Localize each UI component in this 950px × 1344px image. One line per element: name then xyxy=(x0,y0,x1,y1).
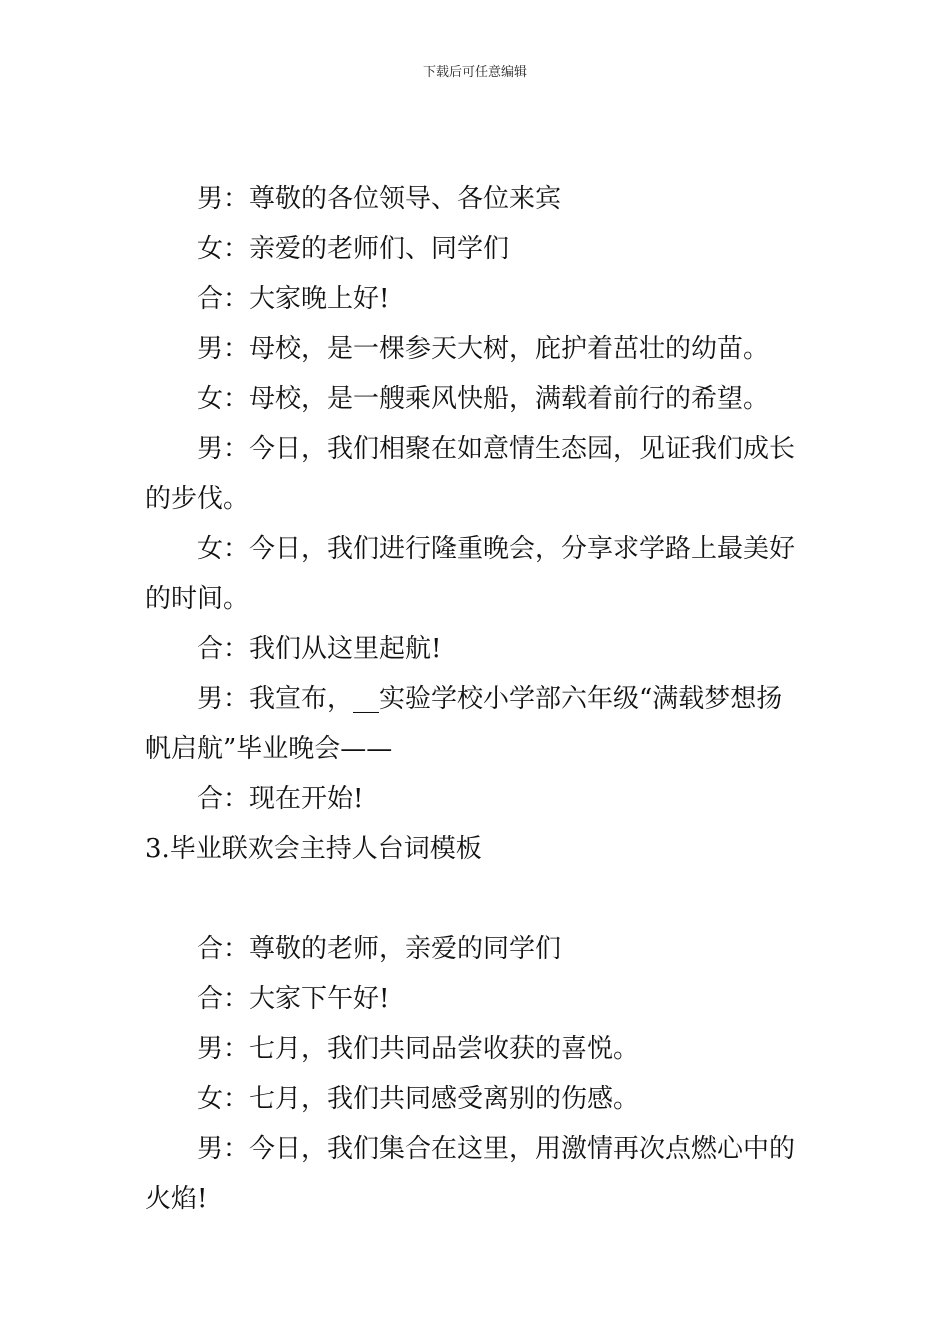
paragraph-line: 合：大家晚上好! xyxy=(197,284,390,314)
document-body xyxy=(145,174,810,1224)
blank-line xyxy=(145,874,810,924)
paragraph-line: 合：我们从这里起航! xyxy=(197,634,442,664)
paragraph-continuation: 的步伐。 xyxy=(145,484,250,514)
paragraph-continuation: 帆启航”毕业晚会—— xyxy=(145,734,393,764)
section-heading: 3.毕业联欢会主持人台词模板 xyxy=(145,834,482,864)
paragraph-continuation: 的时间。 xyxy=(145,584,250,614)
paragraph-line: 男：尊敬的各位领导、各位来宾 xyxy=(197,184,562,214)
paragraph-line: 男：今日，我们集合在这里，用激情再次点燃心中的 xyxy=(197,1134,796,1164)
paragraph-line: 女：母校，是一艘乘风快船，满载着前行的希望。 xyxy=(197,384,770,414)
paragraph-line: 女：今日，我们进行隆重晚会，分享求学路上最美好 xyxy=(197,534,796,564)
paragraph-continuation: 火焰! xyxy=(145,1184,208,1214)
paragraph-line: 合：现在开始! xyxy=(197,784,364,814)
paragraph-line: 男：七月，我们共同品尝收获的喜悦。 xyxy=(197,1034,640,1064)
paragraph-line: 男：今日，我们相聚在如意情生态园，见证我们成长 xyxy=(197,434,796,464)
paragraph-line: 合：尊敬的老师，亲爱的同学们 xyxy=(197,934,562,964)
paragraph-line: 男：我宣布，__实验学校小学部六年级“满载梦想扬 xyxy=(197,684,783,714)
page-header-note: 下载后可任意编辑 xyxy=(422,65,527,80)
paragraph-line: 女：七月，我们共同感受离别的伤感。 xyxy=(197,1084,640,1114)
paragraph-line: 合：大家下午好! xyxy=(197,984,390,1014)
paragraph-line: 男：母校，是一棵参天大树，庇护着茁壮的幼苗。 xyxy=(197,334,770,364)
paragraph-line: 女：亲爱的老师们、同学们 xyxy=(197,234,510,264)
